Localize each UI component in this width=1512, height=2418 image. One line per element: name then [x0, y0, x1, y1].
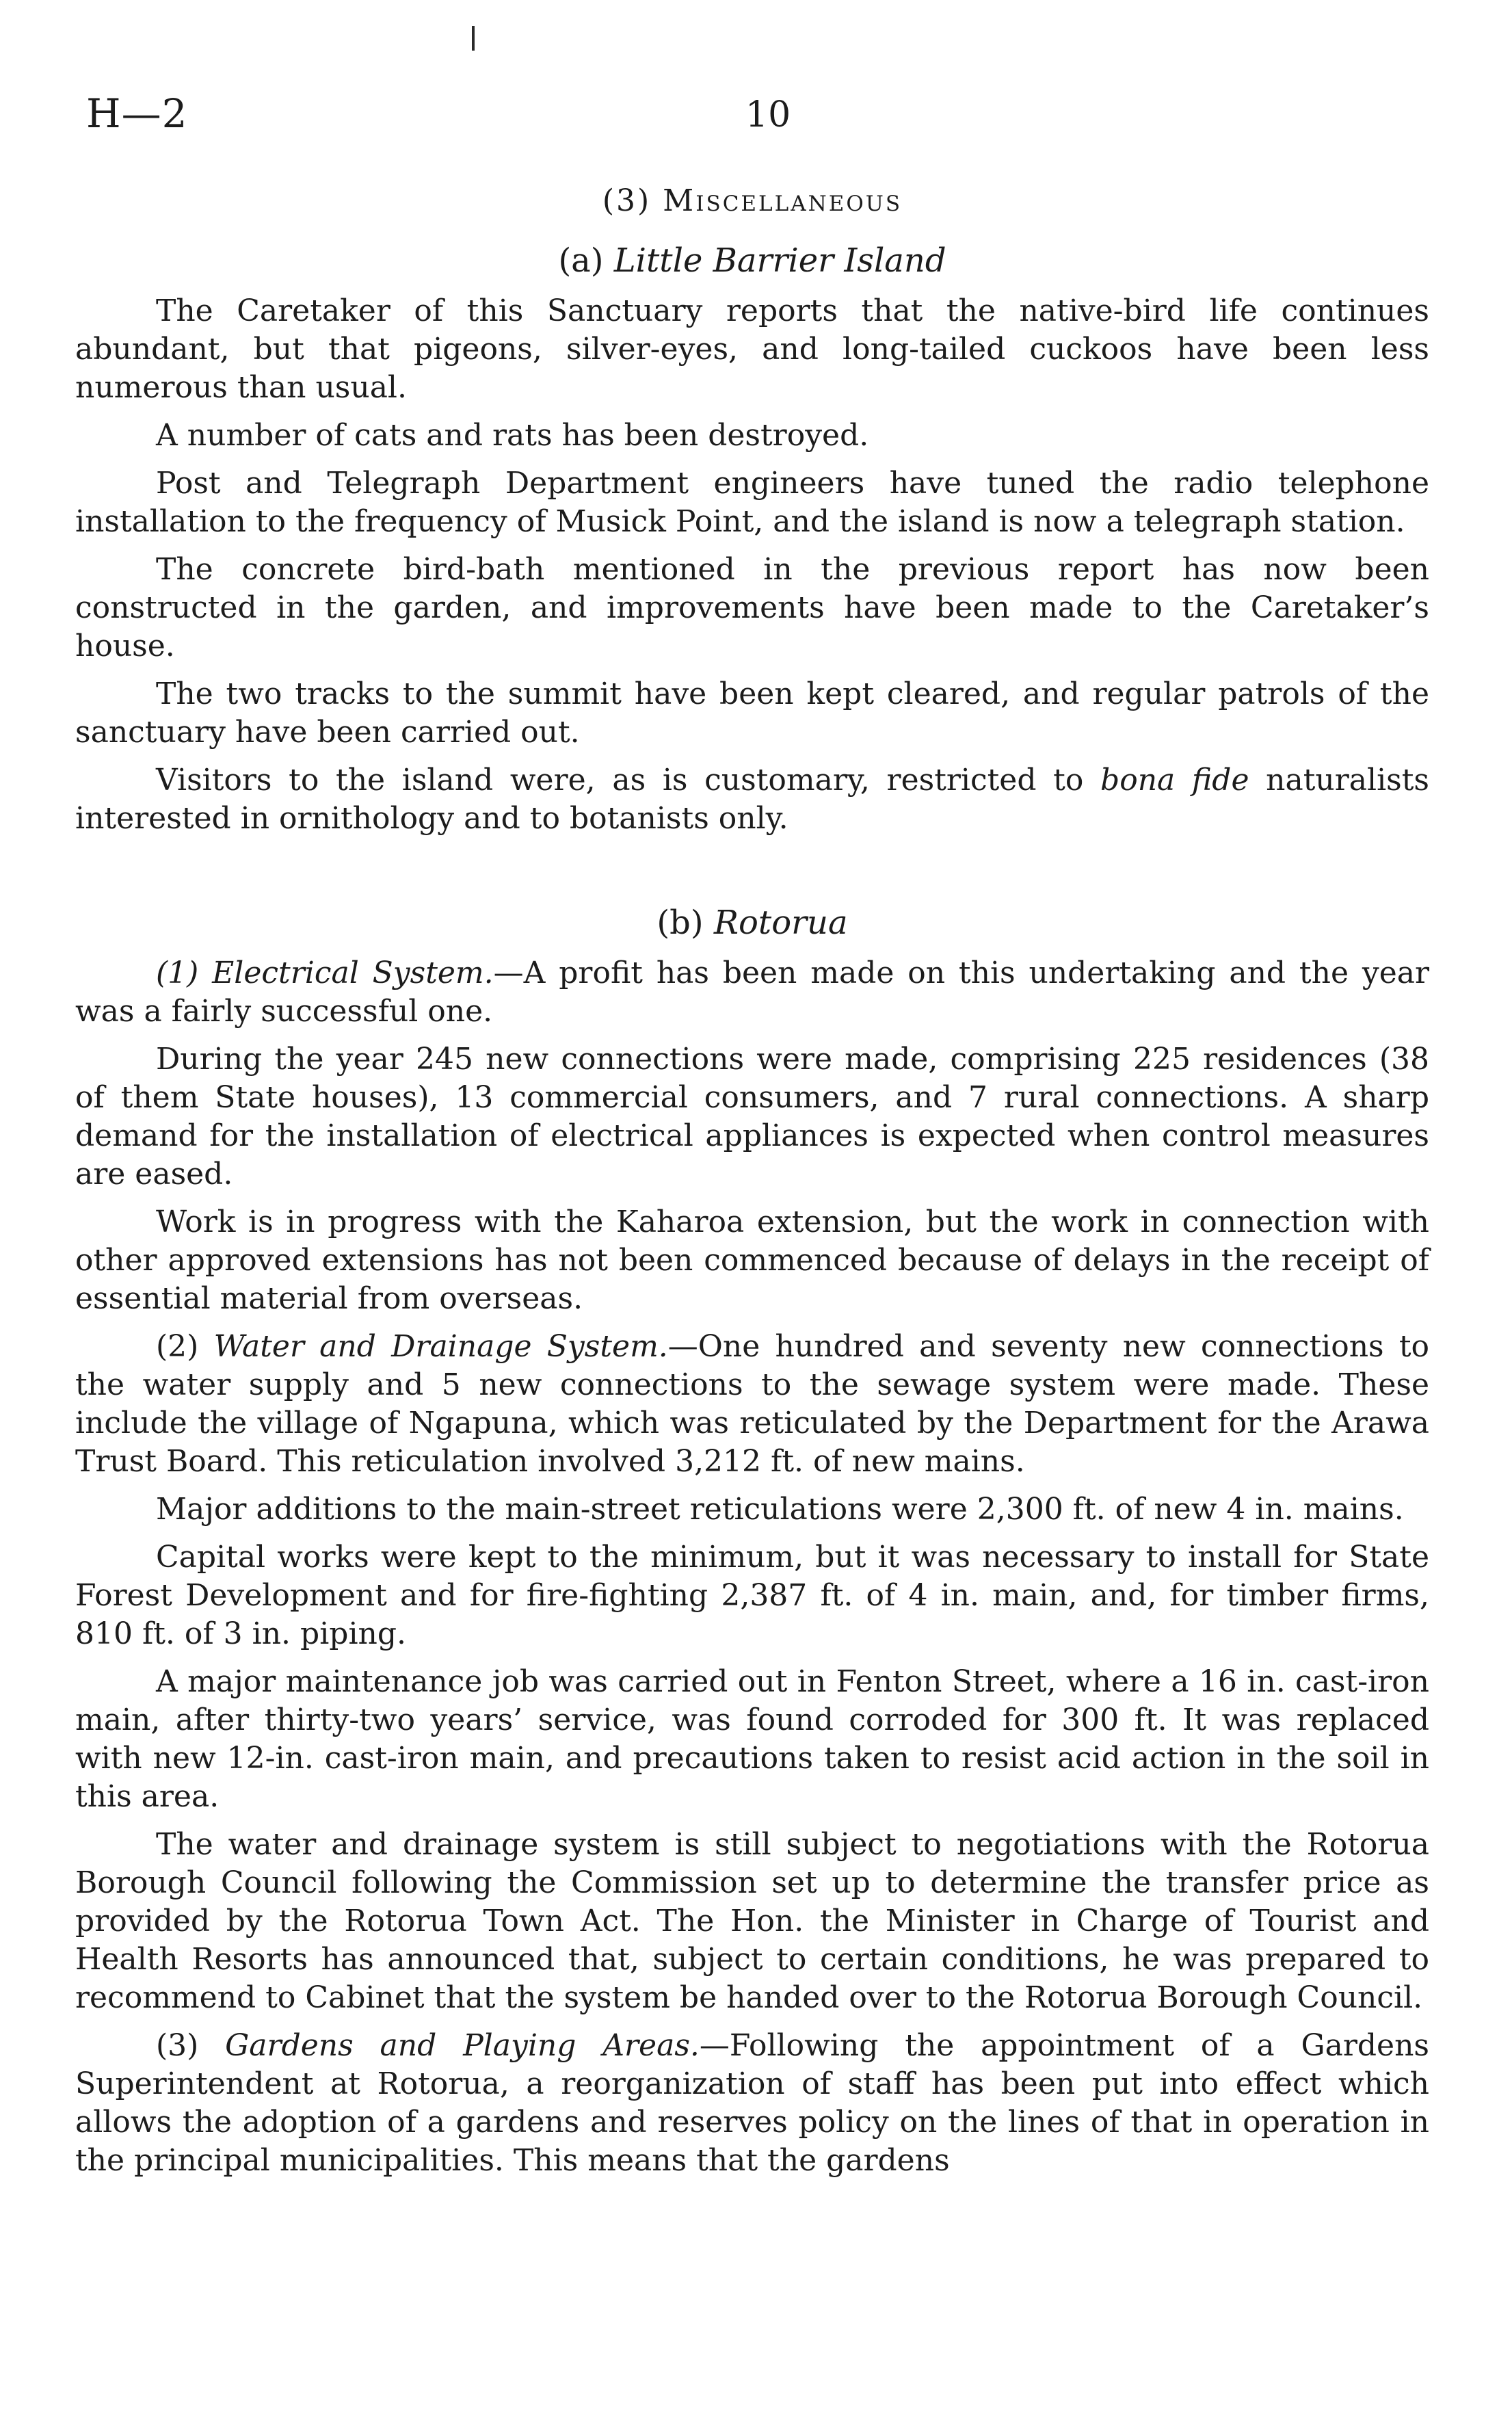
paragraph: Post and Telegraph Department engineers have tuned the radio telephone installation to the frequency of Musick Point, and the island is now a telegraph station. [75, 466, 1429, 539]
subsection-title: Little Barrier Island [613, 241, 946, 280]
text-run: Visitors to the island were, as is customary, restricted to [156, 763, 1101, 798]
paragraph: The concrete bird-bath mentioned in the previous report has now been constructed in the garden, and improvements have been made to the Caretaker’s house. [75, 552, 1429, 663]
paragraph: A major maintenance job was carried out in Fenton Street, where a 16 in. cast-iron main, after thirty-two years’ service, was found corroded for 300 ft. It was replaced with new 12-in. cast-iron main, and precautions taken to resist acid action in the soil in this area. [75, 1664, 1429, 1814]
run-in-heading: (1) Electrical System. [156, 956, 494, 990]
paragraph: The Caretaker of this Sanctuary reports that the native-bird life continues abundant, but that pigeons, silver-eyes, and long-tailed cuckoos have been less numerous than usual. [75, 293, 1429, 405]
paragraph-gardens [75, 2027, 1429, 2180]
run-in-number: (3) [156, 2028, 226, 2063]
text-run: —One hundred and seventy new connections to the water supply and 5 new connections to the sewage system were made. These include the village of Ngapuna, which was reticulated by the Department for the Arawa Trust Board. This reticulation involved 3,212 ft. of new mains. [75, 1329, 1430, 1479]
run-in-heading: Gardens and Playing Areas. [225, 2028, 700, 2063]
page-header [0, 90, 1512, 152]
paragraph: Work is in progress with the Kaharoa extension, but the work in connection with other approved extensions has not been commenced because of delays in the receipt of essential material from overseas. [75, 1205, 1429, 1316]
subsection-number: (b) [656, 904, 704, 942]
paragraph: During the year 245 new connections were made, comprising 225 residences (38 of them State houses), 13 commercial consumers, and 7 rural connections. A sharp demand for the installation of electrical appliances is expected when control measures are eased. [75, 1042, 1429, 1192]
paragraph: Capital works were kept to the minimum, but it was necessary to install for State Forest Development and for fire-fighting 2,387 ft. of 4 in. main, and, for timber firms, 810 ft. of 3 in. piping. [75, 1540, 1429, 1651]
subsection-number: (a) [558, 241, 604, 280]
run-in-heading: Water and Drainage System. [213, 1329, 668, 1364]
text-run: —Following the appointment of a Gardens Superintendent at Rotorua, a reorganization of staff has been put into effect which allows the adoption of a gardens and reserves policy on the lines of that in operation in the principal municipalities. This means that the gardens [75, 2028, 1430, 2178]
paragraph: The two tracks to the summit have been kept cleared, and regular patrols of the sanctuary have been carried out. [75, 676, 1429, 750]
text-run: naturalists interested in ornithology and to botanists only. [75, 763, 1429, 836]
subsection-heading-little-barrier [75, 241, 1429, 280]
page-reference: H—2 [86, 90, 188, 137]
section-gap [75, 847, 1429, 904]
paragraph-visitors [75, 761, 1429, 838]
run-in-number: (2) [156, 1329, 214, 1364]
paragraph-water [75, 1328, 1429, 1481]
subsection-title: Rotorua [713, 904, 848, 942]
text-run: —A profit has been made on this undertaking and the year was a fairly successful one. [75, 956, 1429, 1029]
page-content [75, 183, 1429, 2190]
italic-term: bona fide [1100, 763, 1249, 798]
paragraph: A number of cats and rats has been destroyed. [156, 418, 869, 453]
page-number: 10 [745, 94, 791, 135]
paragraph: Major additions to the main-street reticulations were 2,300 ft. of new 4 in. mains. [156, 1492, 1404, 1527]
scan-mark [472, 26, 475, 51]
subsection-heading-rotorua [75, 904, 1429, 942]
paragraph: The water and drainage system is still subject to negotiations with the Rotorua Borough Council following the Commission set up to determine the transfer price as provided by the Rotorua Town Act. The Hon. the Minister in Charge of Tourist and Health Resorts has announced that, subject to certain conditions, he was prepared to recommend to Cabinet that the system be handed over to the Rotorua Borough Council. [75, 1827, 1429, 2015]
paragraph-electrical [75, 954, 1429, 1031]
section-heading: (3) Miscellaneous [602, 183, 903, 218]
